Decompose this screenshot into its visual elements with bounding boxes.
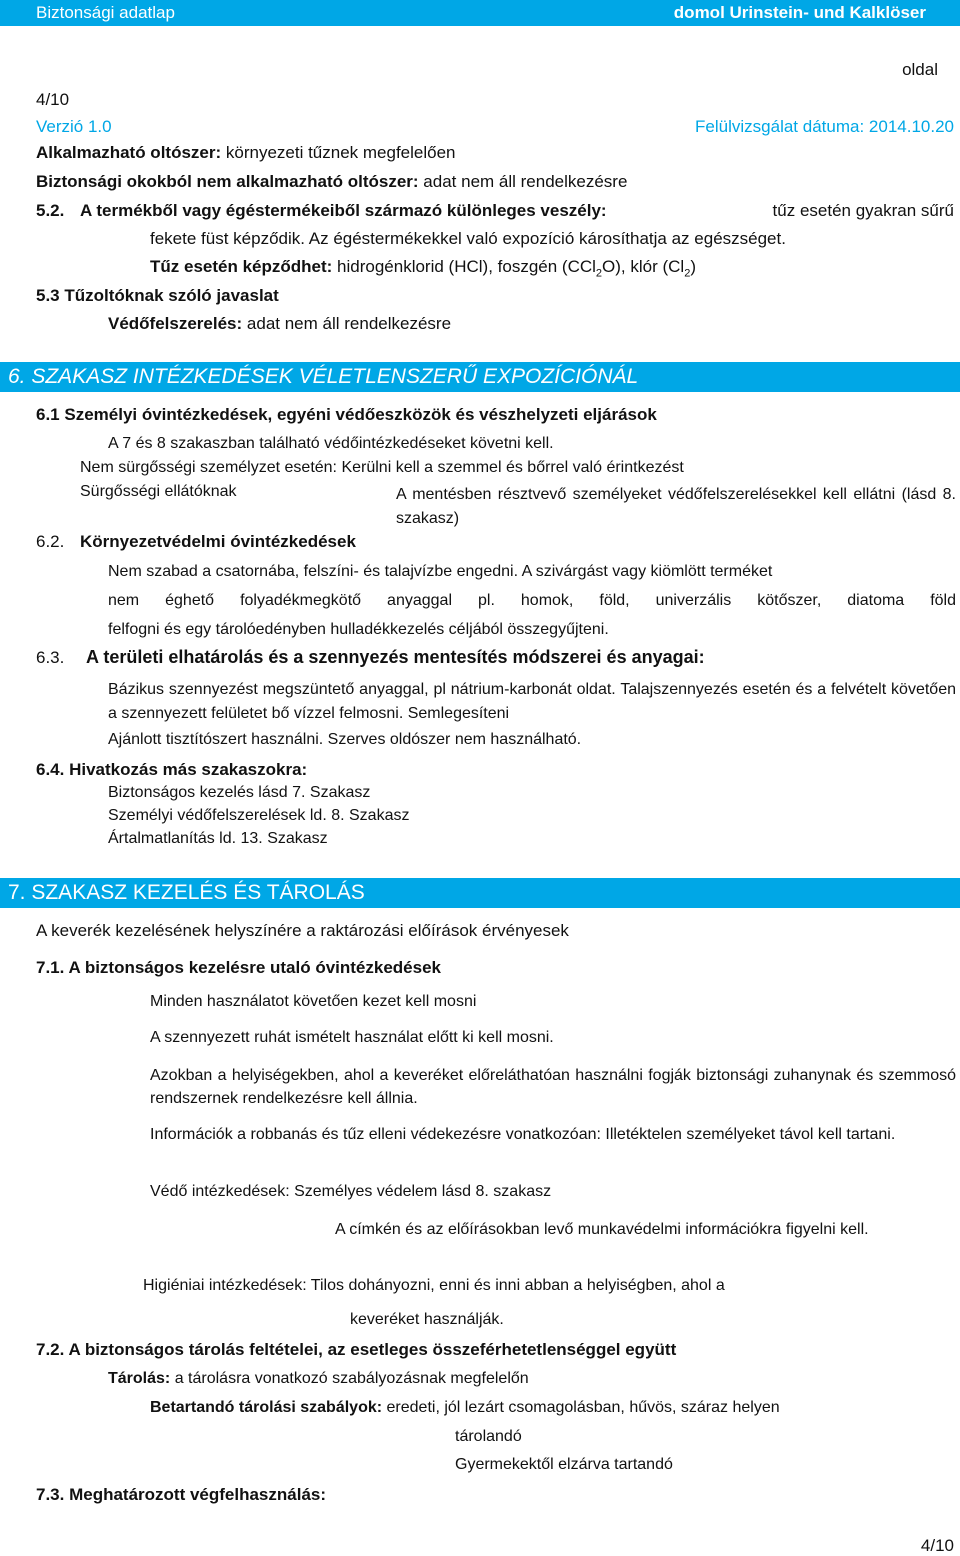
section-7-2-rules: Betartandó tárolási szabályok: eredeti, jól lezárt csomagolásban, hűvös, száraz helyen [150,1399,780,1416]
section-5-2-line1: A termékből vagy égéstermékeiből származó különleges veszély: tűz esetén gyakran sűrű [80,201,954,220]
section-6-3-title: A területi elhatárolás és a szennyezés mentesítés módszerei és anyagai: [86,647,705,667]
section-6-1-emergency-label: Sürgősségi ellátóknak [80,483,237,500]
section-7-2-title: 7.2. A biztonságos tárolás feltételei, az esetleges összeférhetetlenséggel együtt [36,1340,677,1359]
section-6-2-line1: Nem szabad a csatornába, felszíni- és talajvízbe engedni. A szivárgást vagy kiömlött terméket [108,563,773,580]
version-label: Verzió 1.0 [36,117,112,136]
section-6-4-item: Személyi védőfelszerelések ld. 8. Szakasz [108,807,410,824]
section-6-1-title: 6.1 Személyi óvintézkedések, egyéni védőeszközök és vészhelyzeti eljárások [36,405,657,424]
section-7-1-para4: Információk a robbanás és tűz elleni védekezésre vonatkozóan: Illetéktelen személyeket távol kell tartani. [150,1126,896,1143]
section-6-4-item: Ártalmatlanítás ld. 13. Szakasz [108,830,328,847]
section-7-heading: 7. SZAKASZ KEZELÉS ÉS TÁROLÁS [8,881,365,904]
revision-date: Felülvizsgálat dátuma: 2014.10.20 [695,117,954,136]
section-6-2-title: Környezetvédelmi óvintézkedések [80,532,356,551]
section-7-3-title: 7.3. Meghatározott végfelhasználás: [36,1485,327,1504]
section-7-1-para3: Azokban a helyiségekben, ahol a keveréket előreláthatóan használni fogják biztonsági zuhanynak és szemmosó rendszernek rendelkezésre kell állnia. [150,1067,956,1107]
section-7-1-title: 7.1. A biztonságos kezelésre utaló óvintézkedések [36,958,442,977]
section-5-2-fire: Tűz esetén képződhet: hidrogénklorid (HCl), foszgén (CCl$_2$O), klór $(Cl_2)$ [150,257,696,280]
section-6-3-line3: Ajánlott tisztítószert használni. Szerves oldószer nem használható. [108,731,582,748]
section-5-2-line2: fekete füst képződik. Az égéstermékekkel való expozíció károsíthatja az egészséget. [150,229,786,248]
footer-page-number: 4/10 [920,1536,954,1555]
section-7-2-rules-line3: Gyermekektől elzárva tartandó [455,1456,673,1473]
section-7-2-rules-line2: tárolandó [455,1428,522,1445]
section-7-intro: A keverék kezelésének helyszínére a raktározási előírások érvényesek [36,921,569,940]
section-5-3-equipment: Védőfelszerelés: adat nem áll rendelkezésre [108,314,452,333]
page-number: 4/10 [36,90,70,109]
section-6-1-line2: Nem sürgősségi személyzet esetén: Kerülni kell a szemmel és bőrrel való érintkezést [80,459,684,476]
section-7-2-storage: Tárolás: a tárolásra vonatkozó szabályozásnak megfelelőn [108,1370,529,1387]
section-6-2-line2: nem éghető folyadékmegkötő anyaggal pl. homok, föld, univerzális kötőszer, diatoma föld [108,592,956,609]
section-7-1-line5: Védő intézkedések: Személyes védelem lásd 8. szakasz [150,1183,552,1200]
section-6-2-number: 6.2. [36,532,65,551]
section-7-1-para6: A címkén és az előírásokban levő munkavédelmi információkra figyelni kell. [335,1221,869,1238]
section-5-2-number: 5.2. [36,201,65,220]
section-5-3-title: 5.3 Tűzoltóknak szóló javaslat [36,286,279,305]
section-7-1-line8: keveréket használják. [350,1311,504,1328]
section-6-3-paragraph: Bázikus szennyezést megszüntető anyaggal, pl nátrium-karbonát oldat. Talajszennyezés esetén és a felvételt követően a szennyezett felületet bő vízzel felmosni. Semlegesíteni [108,681,956,722]
section-7-bar [0,878,960,908]
section-6-3-number: 6.3. [36,648,65,667]
section-6-1-line1: A 7 és 8 szakaszban található védőintézkedéseket követni kell. [108,435,554,452]
page-oldal-label: oldal [902,60,938,79]
header-product-name: domol Urinstein- und Kalklöser [673,3,926,22]
page-header-bar [0,0,960,26]
section-6-heading: 6. SZAKASZ INTÉZKEDÉSEK VÉLETLENSZERŰ EXPOZÍCIÓNÁL [8,365,639,388]
not-applicable-extinguisher: Biztonsági okokból nem alkalmazható oltószer: adat nem áll rendelkezésre [36,172,628,191]
section-7-1-line7: Higiéniai intézkedések: Tilos dohányozni, enni és inni abban a helyiségben, ahol a [143,1277,725,1294]
header-doc-title: Biztonsági adatlap [36,3,175,22]
section-6-1-emergency-value: A mentésben résztvevő személyeket védőfelszerelésekkel kell ellátni (lásd 8. szakasz) [396,486,956,527]
section-6-bar [0,362,960,392]
section-7-1-line1: Minden használatot követően kezet kell mosni [150,993,477,1010]
section-6-4-title: 6.4. Hivatkozás más szakaszokra: [36,760,308,779]
section-7-1-line2: A szennyezett ruhát ismételt használat előtt ki kell mosni. [150,1029,554,1046]
section-6-2-line3: felfogni és egy tárolóedényben hulladékkezelés céljából összegyűjteni. [108,621,609,638]
applicable-extinguisher: Alkalmazható oltószer: környezeti tűznek megfelelően [36,143,456,162]
section-6-4-item: Biztonságos kezelés lásd 7. Szakasz [108,784,371,801]
